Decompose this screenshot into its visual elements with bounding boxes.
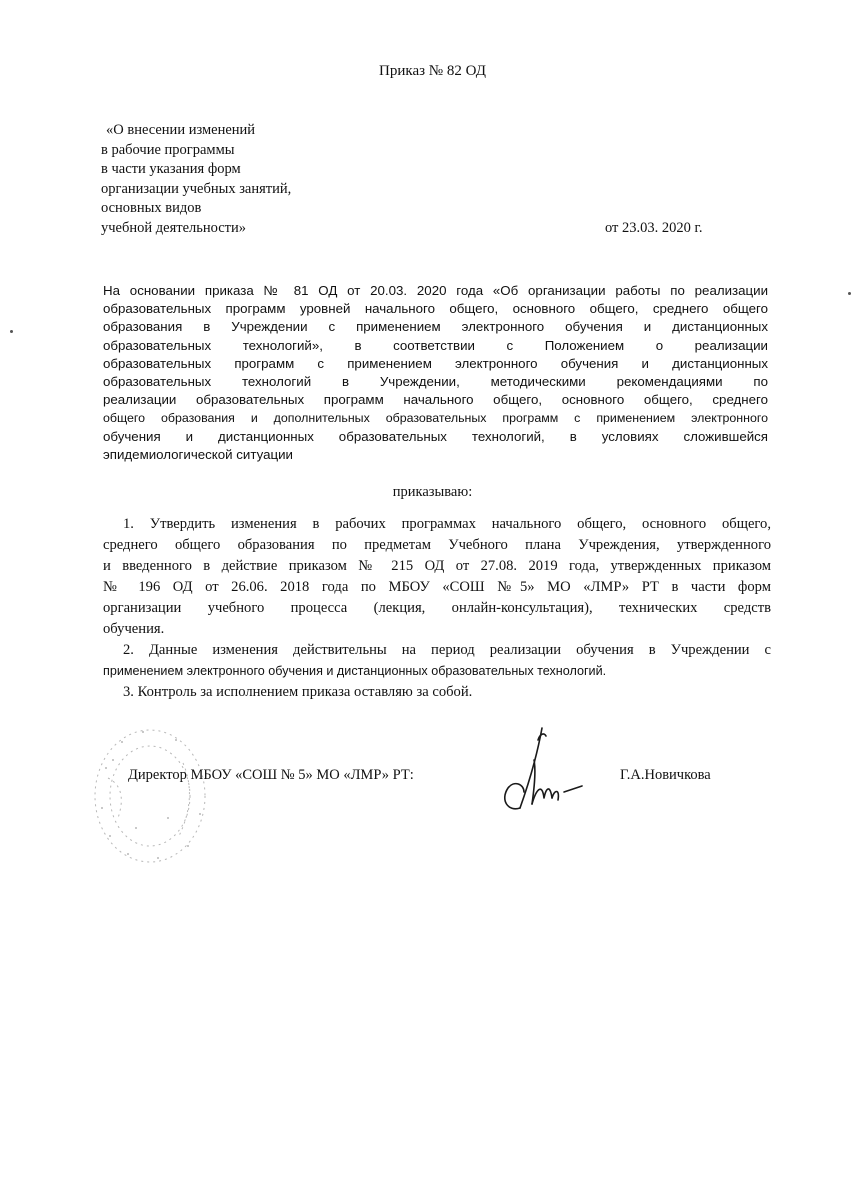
item-2-line: 2. Данные изменения действительны на период реализации обучения в Учреждении с [123, 642, 771, 658]
subject-line: организации учебных занятий, [101, 180, 292, 197]
item-1-line: обучения. [103, 621, 165, 637]
basis-line: общего образования и дополнительных образовательных программ с применением электронного [103, 411, 768, 426]
order-title: Приказ № 82 ОД [379, 63, 486, 79]
item-1-line: 1. Утвердить изменения в рабочих программах начального общего, основного общего, [123, 516, 771, 532]
subject-line: учебной деятельности» [101, 219, 247, 236]
item-1-line: № 196 ОД от 26.06. 2018 года по МБОУ «СОШ №5» МО «ЛМР» РТ в части форм [103, 579, 771, 595]
basis-line: На основании приказа № 81 ОД от 20.03. 2020 года «Об организации работы по реализации [103, 283, 768, 298]
subject-line: «О внесении изменений [106, 122, 256, 138]
basis-line: образовательных программ с применением электронного обучения и дистанционных [103, 355, 768, 371]
basis-line: образования в Учреждении с применением электронного обучения и дистанционных [103, 319, 768, 335]
scan-speck [10, 330, 13, 333]
basis-line: образовательных технологий», в соответствии с Положением о реализации [103, 337, 768, 353]
scan-speck [848, 292, 851, 295]
basis-line: обучения и дистанционных образовательных технологий, в условиях сложившейся [103, 428, 768, 444]
signature-icon [490, 720, 590, 820]
subject-line: в части указания форм [101, 161, 241, 178]
order-subject [101, 121, 291, 239]
item-1-line: среднего общего образования по предметам Учебного плана Учреждения, утвержденного [103, 537, 771, 553]
item-2-line: применением электронного обучения и дистанционных образовательных технологий. [103, 664, 607, 678]
basis-paragraph [103, 282, 768, 464]
order-items [103, 514, 771, 703]
item-3: 3. Контроль за исполнением приказа оставляю за собой. [123, 684, 473, 700]
basis-line: реализации образовательных программ начального общего, основного общего, среднего [103, 392, 768, 408]
order-word: приказываю: [392, 484, 473, 500]
signature-row [0, 767, 865, 797]
basis-line: эпидемиологической ситуации [103, 446, 293, 462]
subject-line: в рабочие программы [101, 141, 235, 158]
signatory-title: Директор МБОУ «СОШ № 5» МО «ЛМР» РТ: [128, 767, 414, 783]
basis-line: образовательных технологий в Учреждении, методическими рекомендациями по [103, 374, 768, 390]
item-1-line: и введенного в действие приказом № 215 ОД от 27.08. 2019 года, утвержденных приказом [103, 558, 771, 574]
subject-line: основных видов [101, 200, 202, 217]
signatory-name: Г.А.Новичкова [620, 767, 711, 783]
order-date: от 23.03. 2020 г. [605, 220, 703, 236]
item-1-line: организации учебного процесса (лекция, онлайн-консультация), технических средств [103, 600, 771, 616]
basis-line: образовательных программ уровней начального общего, основного общего, среднего общего [103, 301, 768, 317]
